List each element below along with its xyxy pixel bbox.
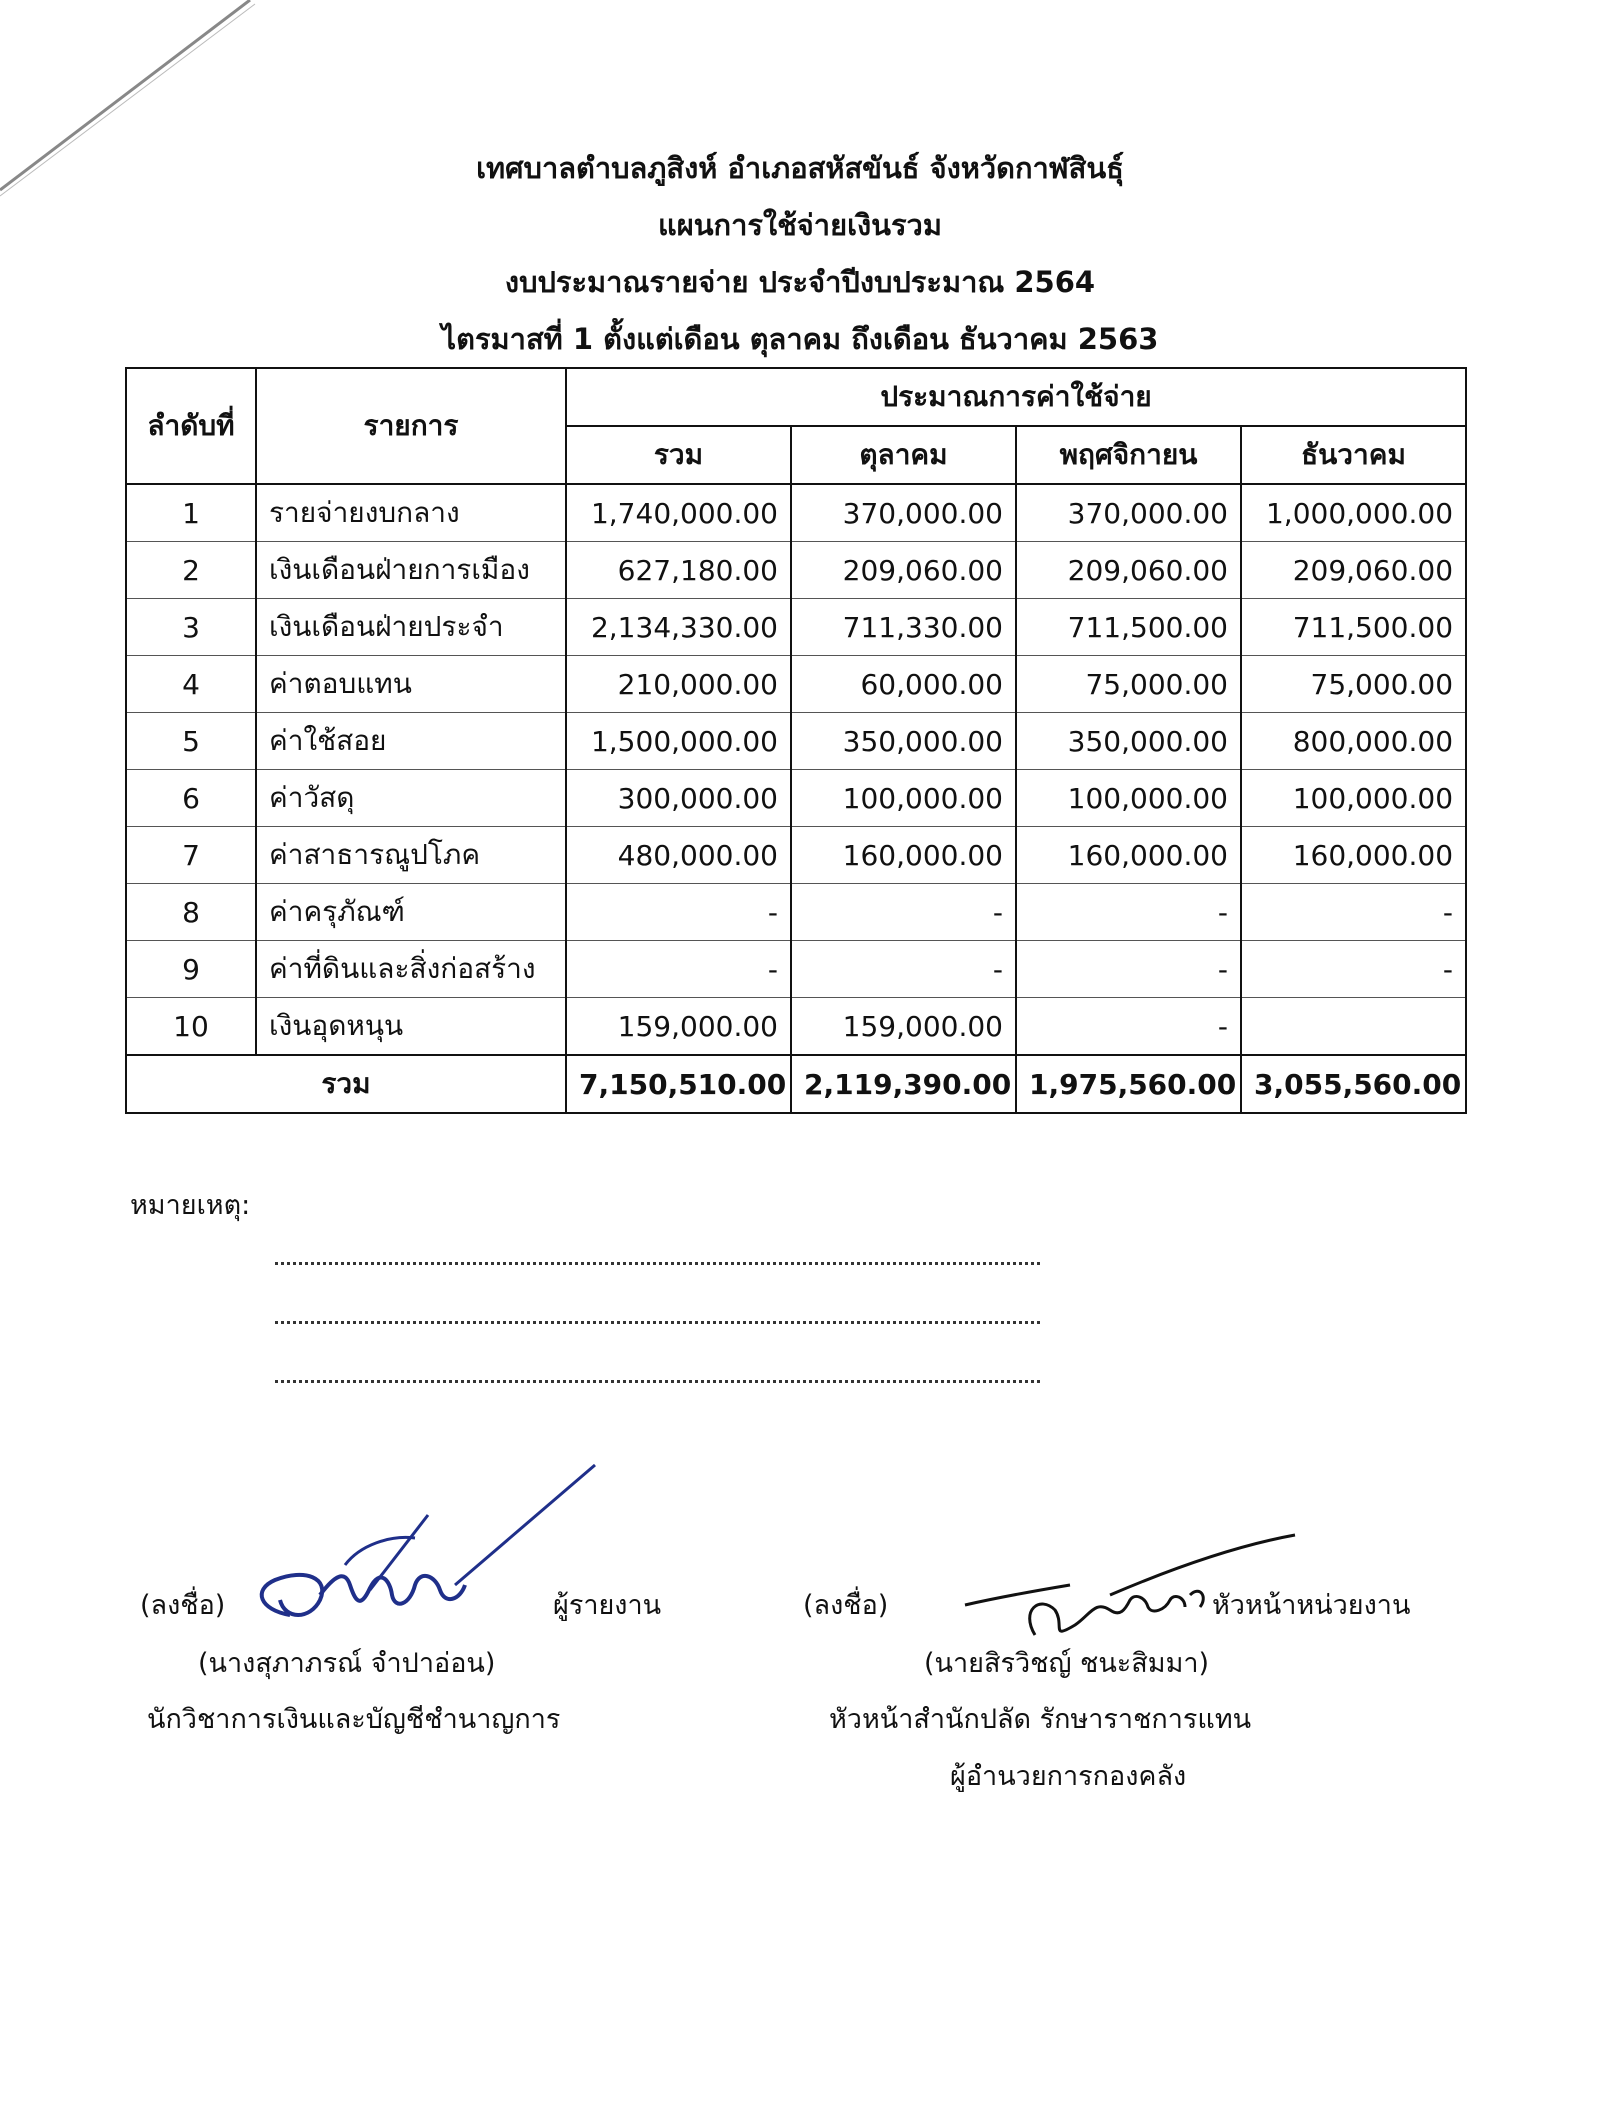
row-total: 480,000.00 xyxy=(566,827,791,884)
row-number: 8 xyxy=(126,884,256,941)
row-dec: 160,000.00 xyxy=(1241,827,1466,884)
table-row xyxy=(126,599,1466,656)
row-item: ค่าที่ดินและสิ่งก่อสร้าง xyxy=(256,941,566,998)
right-sign-prefix: (ลงชื่อ) xyxy=(803,1590,889,1621)
row-oct: 711,330.00 xyxy=(791,599,1016,656)
row-number: 4 xyxy=(126,656,256,713)
row-number: 5 xyxy=(126,713,256,770)
header-quarter: ไตรมาสที่ 1 ตั้งแต่เดือน ตุลาคม ถึงเดือน ธันวาคม 2563 xyxy=(441,322,1159,356)
row-item: รายจ่ายงบกลาง xyxy=(256,484,566,542)
row-dec: 1,000,000.00 xyxy=(1241,484,1466,542)
row-nov: 209,060.00 xyxy=(1016,542,1241,599)
header-organization: เทศบาลตำบลภูสิงห์ อำเภอสหัสขันธ์ จังหวัดกาฬสินธุ์ xyxy=(476,151,1124,185)
row-oct: - xyxy=(791,884,1016,941)
spending-plan-table xyxy=(125,367,1467,1114)
row-number: 1 xyxy=(126,484,256,542)
row-dec xyxy=(1241,998,1466,1056)
remarks-label: หมายเหตุ: xyxy=(130,1190,251,1221)
left-signer-position: นักวิชาการเงินและบัญชีชำนาญการ xyxy=(147,1704,561,1735)
row-dec: - xyxy=(1241,884,1466,941)
total-nov: 1,975,560.00 xyxy=(1016,1055,1241,1113)
row-oct: 160,000.00 xyxy=(791,827,1016,884)
total-oct: 2,119,390.00 xyxy=(791,1055,1016,1113)
right-signer-position-1: หัวหน้าสำนักปลัด รักษาราชการแทน xyxy=(829,1704,1252,1735)
total-label: รวม xyxy=(126,1055,566,1113)
row-item: เงินอุดหนุน xyxy=(256,998,566,1056)
table-row xyxy=(126,542,1466,599)
row-oct: 159,000.00 xyxy=(791,998,1016,1056)
document-header xyxy=(0,140,1600,368)
table-row xyxy=(126,884,1466,941)
row-nov: 75,000.00 xyxy=(1016,656,1241,713)
row-total: 1,740,000.00 xyxy=(566,484,791,542)
row-oct: - xyxy=(791,941,1016,998)
row-number: 3 xyxy=(126,599,256,656)
row-dec: 711,500.00 xyxy=(1241,599,1466,656)
header-estimate-group: ประมาณการค่าใช้จ่าย xyxy=(566,368,1466,426)
row-total: - xyxy=(566,884,791,941)
row-number: 6 xyxy=(126,770,256,827)
row-oct: 60,000.00 xyxy=(791,656,1016,713)
row-item: ค่าสาธารณูปโภค xyxy=(256,827,566,884)
total-sum: 7,150,510.00 xyxy=(566,1055,791,1113)
row-oct: 209,060.00 xyxy=(791,542,1016,599)
row-total: 2,134,330.00 xyxy=(566,599,791,656)
row-nov: - xyxy=(1016,941,1241,998)
row-oct: 100,000.00 xyxy=(791,770,1016,827)
table-row xyxy=(126,998,1466,1056)
remarks-dotted-line xyxy=(275,1262,1040,1265)
row-dec: 75,000.00 xyxy=(1241,656,1466,713)
row-nov: 370,000.00 xyxy=(1016,484,1241,542)
row-total: 1,500,000.00 xyxy=(566,713,791,770)
row-item: ค่าวัสดุ xyxy=(256,770,566,827)
header-item: รายการ xyxy=(256,368,566,484)
header-total: รวม xyxy=(566,426,791,484)
row-item: ค่าตอบแทน xyxy=(256,656,566,713)
row-oct: 370,000.00 xyxy=(791,484,1016,542)
row-number: 7 xyxy=(126,827,256,884)
right-signer-position-2: ผู้อำนวยการกองคลัง xyxy=(950,1761,1187,1792)
row-oct: 350,000.00 xyxy=(791,713,1016,770)
header-oct: ตุลาคม xyxy=(791,426,1016,484)
remarks-dotted-line xyxy=(275,1321,1040,1324)
header-budget-year: งบประมาณรายจ่าย ประจำปีงบประมาณ 2564 xyxy=(504,265,1096,299)
row-nov: - xyxy=(1016,998,1241,1056)
row-item: เงินเดือนฝ่ายประจำ xyxy=(256,599,566,656)
table-row xyxy=(126,713,1466,770)
header-plan-title: แผนการใช้จ่ายเงินรวม xyxy=(658,208,942,242)
row-dec: 100,000.00 xyxy=(1241,770,1466,827)
header-dec: ธันวาคม xyxy=(1241,426,1466,484)
total-dec: 3,055,560.00 xyxy=(1241,1055,1466,1113)
row-nov: 711,500.00 xyxy=(1016,599,1241,656)
row-total: 627,180.00 xyxy=(566,542,791,599)
remarks-dotted-line xyxy=(275,1380,1040,1383)
table-row xyxy=(126,656,1466,713)
row-item: เงินเดือนฝ่ายการเมือง xyxy=(256,542,566,599)
row-total: 210,000.00 xyxy=(566,656,791,713)
right-signer-name: (นายสิรวิชญ์ ชนะสิมมา) xyxy=(924,1648,1210,1679)
table-total-row xyxy=(126,1055,1466,1113)
row-nov: 160,000.00 xyxy=(1016,827,1241,884)
table-body xyxy=(126,484,1466,1055)
row-total: 300,000.00 xyxy=(566,770,791,827)
left-signer-name: (นางสุภาภรณ์ จำปาอ่อน) xyxy=(198,1648,496,1679)
row-item: ค่าครุภัณฑ์ xyxy=(256,884,566,941)
table-row xyxy=(126,941,1466,998)
row-number: 2 xyxy=(126,542,256,599)
header-nov: พฤศจิกายน xyxy=(1016,426,1241,484)
right-role-suffix: หัวหน้าหน่วยงาน xyxy=(1212,1590,1411,1621)
row-number: 10 xyxy=(126,998,256,1056)
row-nov: 100,000.00 xyxy=(1016,770,1241,827)
row-total: 159,000.00 xyxy=(566,998,791,1056)
row-number: 9 xyxy=(126,941,256,998)
row-dec: 209,060.00 xyxy=(1241,542,1466,599)
table-row xyxy=(126,484,1466,542)
table-row xyxy=(126,770,1466,827)
left-role-suffix: ผู้รายงาน xyxy=(553,1590,662,1621)
row-dec: 800,000.00 xyxy=(1241,713,1466,770)
row-item: ค่าใช้สอย xyxy=(256,713,566,770)
row-nov: 350,000.00 xyxy=(1016,713,1241,770)
row-nov: - xyxy=(1016,884,1241,941)
header-no: ลำดับที่ xyxy=(126,368,256,484)
row-dec: - xyxy=(1241,941,1466,998)
table-row xyxy=(126,827,1466,884)
row-total: - xyxy=(566,941,791,998)
left-sign-prefix: (ลงชื่อ) xyxy=(140,1590,226,1621)
